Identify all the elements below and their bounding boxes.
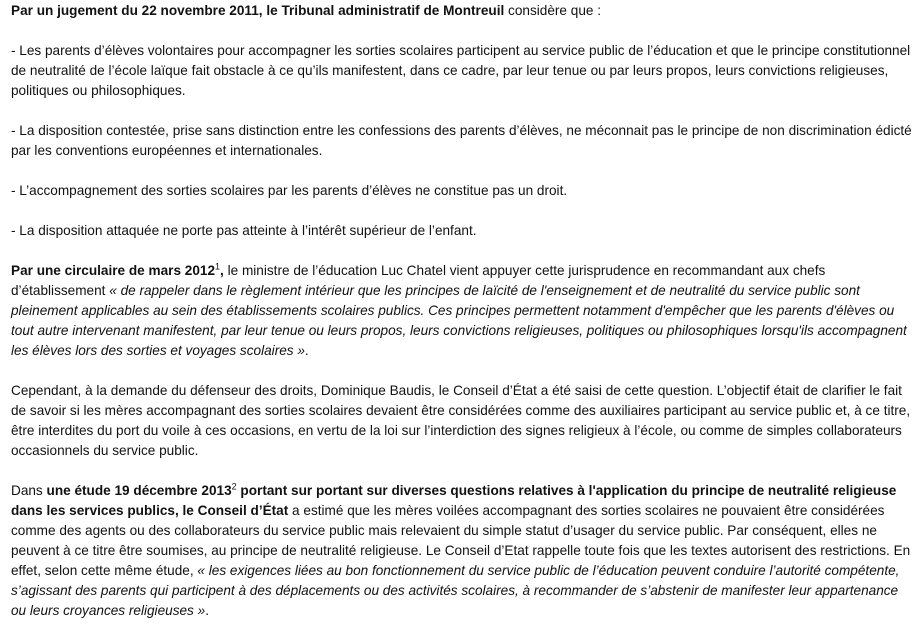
etude-quote: « les exigences liées au bon fonctionnement du service public de l’éducation peuvent conduire l’autorité compétente, s’agissant des parents qui participent à des déplacements ou des activités scolaires, à recommander de s’abstenir de manifester leur appartenance ou leurs croyances religieuses » xyxy=(11,563,900,618)
etude-heading-rest: portant sur portant sur diverses questions relatives à l'application du principe de neutralité religieuse dans les services publics, le Conseil d’État xyxy=(11,483,897,518)
etude-lead: Dans xyxy=(11,483,47,498)
circulaire-text: le ministre de l’éducation Luc Chatel vient appuyer cette jurisprudence en recommandant aux chefs d’établissement xyxy=(11,263,826,298)
footnote-ref-1[interactable]: 1 xyxy=(215,261,221,272)
paragraph-etude-2013 xyxy=(11,481,914,621)
bullet-parents-public-service: - Les parents d’élèves volontaires pour accompagner les sorties scolaires participent au service public de l’éducation et que le principe constitutionnel de neutralité de l’école laïque fait obstacle à ce qu’ils manifestent, dans ce cadre, par leur tenue ou par leurs propos, leurs convictions religieuses, politiques ou philosophiques. xyxy=(11,43,911,98)
judgment-intro-text: considère que : xyxy=(504,3,601,18)
paragraph-tribunal-judgment xyxy=(11,1,914,21)
circulaire-heading-comma: , xyxy=(220,263,224,278)
bullet-child-interest: - La disposition attaquée ne porte pas atteinte à l’intérêt supérieur de l’enfant. xyxy=(11,223,477,238)
bullet-not-a-right: - L’accompagnement des sorties scolaires par les parents d’élèves ne constitue pas un droit. xyxy=(11,183,568,198)
judgment-heading: Par un jugement du 22 novembre 2011, le Tribunal administratif de Montreuil xyxy=(11,3,505,18)
etude-heading: une étude 19 décembre 2013 xyxy=(46,483,232,498)
footnote-ref-2[interactable]: 2 xyxy=(231,481,237,492)
bullet-non-discrimination: - La disposition contestée, prise sans distinction entre les confessions des parents d’élèves, ne méconnait pas le principe de non discrimination édicté par les conventions européennes et internationales. xyxy=(11,123,912,158)
circulaire-heading: Par une circulaire de mars 2012 xyxy=(11,263,216,278)
paragraph-circulaire-2012 xyxy=(11,261,914,361)
circulaire-quote: « de rappeler dans le règlement intérieur que les principes de laïcité de l'enseignement et de neutralité du service public sont pleinement applicables au sein des établissements scolaires publics. Ces principes permettent notamment d'empêcher que les parents d'élèves ou tout autre intervenant manifestent, par leur tenue ou leurs propos, leurs convictions religieuses, politiques ou philosophiques lorsqu'ils accompagnent les élèves lors des sorties et voyages scolaires » xyxy=(11,283,907,358)
circulaire-end: . xyxy=(304,343,309,358)
etude-text: a estimé que les mères voilées accompagnant des sorties scolaires ne pouvaient être considérées comme des agents ou des collaborateurs du service public mais relevaient du simple statut d’usager du service public. Par conséquent, elles ne peuvent à ce titre être soumises, au principe de neutralité religieuse. Le Conseil d’Etat rappelle toute fois que les textes autorisent des restrictions. En effet, selon cette même étude, xyxy=(11,503,911,578)
etude-end: . xyxy=(205,603,209,618)
paragraph-conseil-etat-question: Cependant, à la demande du défenseur des droits, Dominique Baudis, le Conseil d’État a été saisi de cette question. L’objectif était de clarifier le fait de savoir si les mères accompagnant des sorties scolaires devaient être considérées comme des auxiliaires participant au service public et, à ce titre, être interdites du port du voile à ces occasions, en vertu de la loi sur l’interdiction des signes religieux à l’école, ou comme de simples collaborateurs occasionnels du service public. xyxy=(11,383,911,458)
